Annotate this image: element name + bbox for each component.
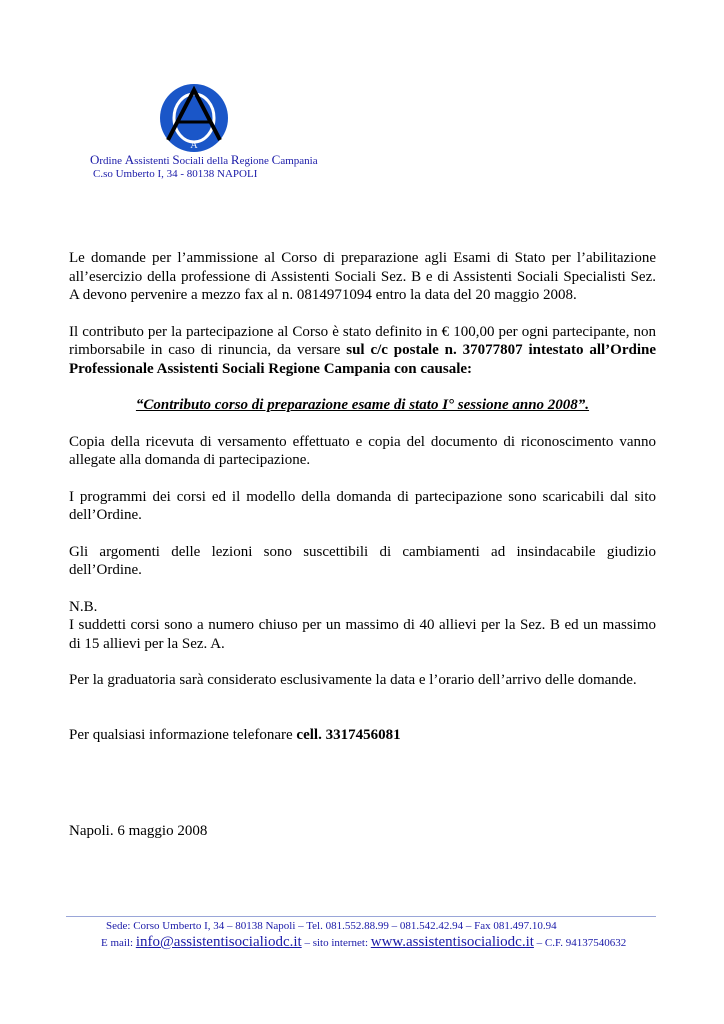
nb-label: N.B.	[69, 598, 98, 615]
site-label: – sito internet:	[301, 937, 371, 949]
website-link[interactable]: www.assistentisocialiodc.it	[370, 934, 534, 950]
paragraph-applications: Le domande per l’ammissione al Corso di preparazione agli Esami di Stato per l’abilitazione all’esercizio della professione di Assistenti Sociali Sez. B e di Assistenti Sociali Specialisti Sez. A devono pervenire a mezzo fax al n. 0814971094 entro la data del 20 maggio 2008.	[69, 250, 656, 303]
org-name-rest-5: ampania	[280, 155, 318, 167]
footer-contacts	[101, 934, 626, 951]
org-name-cap-2: A	[124, 152, 135, 167]
info-phone: cell. 3317456081	[296, 726, 401, 743]
paragraph-receipt: Copia della ricevuta di versamento effettuato e copia del documento di riconoscimento vanno allegate alla domanda di partecipazione.	[69, 433, 656, 468]
org-name-rest-4: egione	[239, 155, 272, 167]
email-link[interactable]: info@assistentisocialiodc.it	[135, 934, 302, 950]
org-name-rest-3: ociali della	[179, 155, 231, 167]
fee-text: Il contributo per la partecipazione al Corso è stato definito in € 100,00 per ogni partecipante, non rimborsabile in caso di rinuncia, da versare	[69, 323, 656, 358]
org-address: C.so Umberto I, 34 - 80138 NAPOLI	[93, 168, 258, 180]
email-label: E mail:	[101, 937, 136, 949]
letter-body	[69, 249, 656, 744]
info-text: Per qualsiasi informazione telefonare	[69, 726, 297, 743]
paragraph-programs: I programmi dei corsi ed il modello della domanda di partecipazione sono scaricabili dal sito dell’Ordine.	[69, 488, 656, 523]
org-name-rest-1: rdine	[99, 155, 125, 167]
paragraph-topics: Gli argomenti delle lezioni sono suscettibili di cambiamenti ad insindacabile giudizio dell’Ordine.	[69, 543, 656, 578]
payment-reason: “Contributo corso di preparazione esame di stato I° sessione anno 2008”.	[135, 397, 590, 413]
fee-account: sul c/c postale n. 37077807 intestato all’Ordine Professionale Assistenti Sociali Regione Campania con causale:	[69, 342, 657, 377]
tax-code: – C.F. 94137540632	[533, 937, 627, 949]
paragraph-fee	[69, 323, 656, 379]
org-name-cap-1: O	[90, 152, 100, 167]
paragraph-nb: I suddetti corsi sono a numero chiuso per un massimo di 40 allievi per la Sez. B ed un massimo di 15 allievi per la Sez. A.	[69, 617, 656, 652]
footer-divider	[66, 916, 656, 917]
org-name	[90, 152, 318, 168]
org-name-cap-3: S	[172, 152, 180, 167]
letter-date: Napoli. 6 maggio 2008	[69, 823, 208, 839]
org-name-cap-4: R	[230, 152, 240, 167]
org-name-rest-2: ssistenti	[134, 155, 173, 167]
logo-letter: A	[190, 140, 198, 151]
footer-address: Sede: Corso Umberto I, 34 – 80138 Napoli – Tel. 081.552.88.99 – 081.542.42.94 – Fax 081.497.10.94	[106, 920, 557, 932]
paragraph-info	[69, 726, 656, 745]
org-logo	[158, 82, 230, 154]
paragraph-ranking: Per la graduatoria sarà considerato esclusivamente la data e l’orario dell’arrivo delle domande.	[69, 672, 637, 688]
org-name-cap-5: C	[271, 152, 281, 167]
